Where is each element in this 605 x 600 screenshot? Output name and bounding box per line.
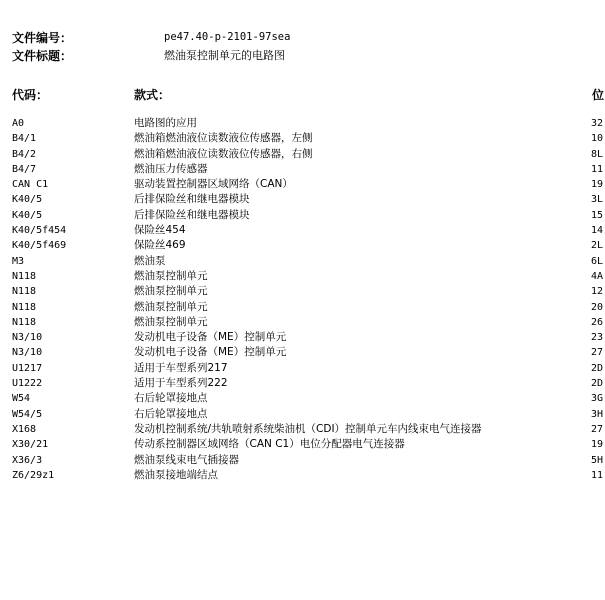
table-row <box>0 422 605 437</box>
component-description: 燃油泵接地端结点 <box>134 468 218 481</box>
component-code: X168 <box>12 423 37 435</box>
component-description: 燃油泵线束电气插接器 <box>134 453 239 466</box>
table-row <box>0 284 605 299</box>
table-row <box>0 223 605 238</box>
component-description: 右后轮罩接地点 <box>134 407 208 420</box>
component-position: 19 <box>591 439 604 451</box>
component-description: 适用于车型系列217 <box>134 361 228 374</box>
table-row <box>0 238 605 253</box>
component-description: 发动机控制系统/共轨喷射系统柴油机（CDI）控制单元车内线束电气连接器 <box>134 422 482 435</box>
component-description: 燃油箱燃油液位读数液位传感器，左侧 <box>134 132 313 145</box>
component-code: W54/5 <box>12 408 43 420</box>
table-row <box>0 254 605 269</box>
component-position: 10 <box>591 133 604 145</box>
table-row <box>0 391 605 406</box>
table-row <box>0 468 605 483</box>
component-description: 驱动装置控制器区域网络（CAN） <box>134 178 293 191</box>
component-position: 2D <box>591 378 604 390</box>
table-row <box>0 147 605 162</box>
component-code: W54 <box>12 393 31 405</box>
component-code: B4/1 <box>12 133 37 145</box>
component-code: N118 <box>12 270 37 282</box>
component-position: 14 <box>591 225 604 237</box>
table-row <box>0 345 605 360</box>
component-description: 保险丝469 <box>134 239 186 252</box>
component-position: 4A <box>591 270 604 282</box>
column-header-code: 代码： <box>12 88 49 102</box>
component-description: 后排保险丝和继电器模块 <box>134 208 250 221</box>
component-position: 19 <box>591 179 604 191</box>
component-code: B4/2 <box>12 148 37 160</box>
component-position: 2D <box>591 362 604 374</box>
component-description: 发动机电子设备（ME）控制单元 <box>134 331 287 344</box>
table-row <box>0 330 605 345</box>
column-header-position: 位 <box>592 88 605 102</box>
component-code: Z6/29z1 <box>12 469 55 481</box>
table-row <box>0 376 605 391</box>
document-meta <box>12 28 290 64</box>
doc-title-row <box>12 46 290 64</box>
table-row <box>0 407 605 422</box>
component-code: A0 <box>12 118 25 129</box>
component-description: 保险丝454 <box>134 224 186 237</box>
component-code: N3/10 <box>12 332 43 344</box>
component-position: 27 <box>591 347 604 359</box>
component-position: 11 <box>591 469 604 481</box>
component-code: K40/5f454 <box>12 225 67 237</box>
component-description: 燃油泵 <box>134 254 166 267</box>
component-code: K40/5 <box>12 209 43 221</box>
component-position: 6L <box>591 255 604 267</box>
table-row <box>0 315 605 330</box>
component-code: N118 <box>12 316 37 328</box>
component-position: 8L <box>591 148 604 160</box>
table-row <box>0 453 605 468</box>
table-row <box>0 162 605 177</box>
component-code: U1217 <box>12 362 43 374</box>
component-position: 5H <box>591 454 604 466</box>
component-code: N118 <box>12 301 37 313</box>
component-description: 后排保险丝和继电器模块 <box>134 193 250 206</box>
component-position: 23 <box>591 332 604 344</box>
component-description: 燃油泵控制单元 <box>134 315 208 328</box>
component-description: 燃油箱燃油液位读数液位传感器，右侧 <box>134 147 313 160</box>
component-code: X36/3 <box>12 454 43 466</box>
doc-title-label: 文件标题： <box>12 48 73 63</box>
component-position: 26 <box>591 316 604 328</box>
component-position: 3G <box>591 393 604 405</box>
component-code: N3/10 <box>12 347 43 359</box>
component-description: 燃油压力传感器 <box>134 162 208 175</box>
doc-number-value: pe47.40-p-2101-97sea <box>164 31 291 43</box>
table-row <box>0 116 605 131</box>
component-description: 燃油泵控制单元 <box>134 285 208 298</box>
component-position: 11 <box>591 163 604 175</box>
table-row <box>0 437 605 452</box>
component-description: 发动机电子设备（ME）控制单元 <box>134 346 287 359</box>
component-code: N118 <box>12 286 37 298</box>
table-row <box>0 131 605 146</box>
doc-number-row <box>12 28 290 46</box>
component-code: CAN C1 <box>12 179 49 191</box>
component-description: 燃油泵控制单元 <box>134 269 208 282</box>
component-description: 右后轮罩接地点 <box>134 392 208 405</box>
component-code: B4/7 <box>12 163 37 175</box>
table-row <box>0 300 605 315</box>
component-description: 传动系控制器区域网络（CAN C1）电位分配器电气连接器 <box>134 438 405 451</box>
component-position: 3H <box>591 408 604 420</box>
component-position: 3L <box>591 194 604 206</box>
component-code: U1222 <box>12 378 43 390</box>
component-list <box>0 116 605 483</box>
table-row <box>0 208 605 223</box>
component-description: 适用于车型系列222 <box>134 377 228 390</box>
component-position: 2L <box>591 240 604 252</box>
table-row <box>0 361 605 376</box>
column-header-description: 款式： <box>134 88 171 102</box>
component-code: K40/5 <box>12 194 43 206</box>
table-row <box>0 177 605 192</box>
table-row <box>0 269 605 284</box>
component-code: X30/21 <box>12 439 49 451</box>
component-code: M3 <box>12 255 25 267</box>
component-position: 12 <box>591 286 604 298</box>
component-description: 电路图的应用 <box>134 117 197 129</box>
component-code: K40/5f469 <box>12 240 67 252</box>
component-position: 20 <box>591 301 604 313</box>
table-row <box>0 192 605 207</box>
component-position: 32 <box>591 118 604 129</box>
component-position: 15 <box>591 209 604 221</box>
component-description: 燃油泵控制单元 <box>134 300 208 313</box>
doc-number-label: 文件编号： <box>12 30 73 45</box>
component-position: 27 <box>591 423 604 435</box>
doc-title-value: 燃油泵控制单元的电路图 <box>164 49 285 62</box>
